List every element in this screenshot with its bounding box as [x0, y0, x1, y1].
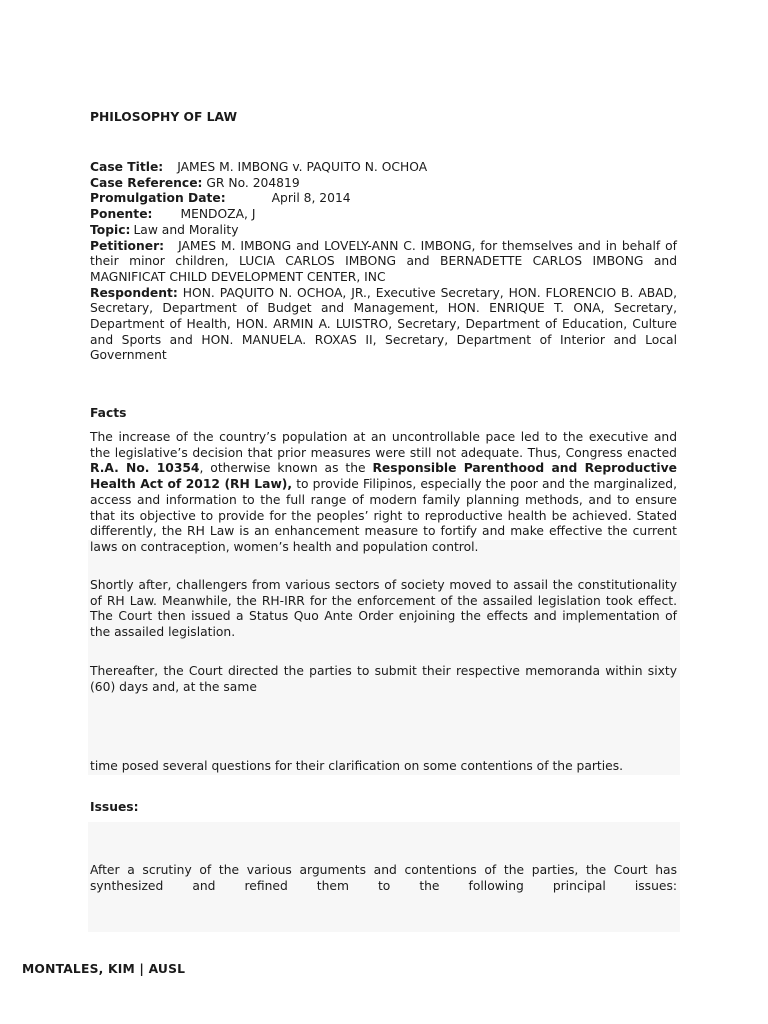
case-title-label: Case Title: — [90, 160, 164, 174]
case-reference-line — [90, 176, 677, 192]
respondent-label: Respondent: — [90, 285, 178, 300]
issues-paragraph-line-1: After a scrutiny of the various arguments and contentions of the parties, the Court has — [90, 863, 677, 877]
topic-label: Topic: — [90, 222, 131, 237]
petitioner-label: Petitioner: — [90, 238, 165, 253]
case-reference-label: Case Reference: — [90, 175, 203, 190]
topic-line — [90, 223, 677, 239]
facts-heading: Facts — [90, 406, 127, 420]
footer-author: MONTALES, KIM | AUSL — [22, 962, 186, 976]
case-title-line — [90, 160, 677, 176]
facts-p1-mid: , otherwise known as the — [199, 461, 373, 476]
case-title-value: JAMES M. IMBONG v. PAQUITO N. OCHOA — [177, 160, 428, 174]
issues-paragraph-line-2: synthesized and refined them to the following principal issues: — [90, 879, 677, 893]
page-title: PHILOSOPHY OF LAW — [90, 110, 238, 124]
petitioner-value: JAMES M. IMBONG and LOVELY-ANN C. IMBONG, for themselves and in behalf of their minor children, LUCIA CARLOS IMBONG and BERNADETTE CARLOS IMBONG and MAGNIFICAT CHILD DEVELOPMENT CENTER, INC — [90, 238, 677, 284]
facts-p1-act-name: Responsible Parenthood and Reproductive Health Act of 2012 (RH Law), — [90, 461, 677, 492]
facts-paragraph-3: Thereafter, the Court directed the parties to submit their respective memoranda within sixty (60) days and, at the same — [90, 664, 677, 694]
facts-paragraph-1 — [90, 430, 677, 556]
topic-value: Law and Morality — [133, 222, 239, 237]
petitioner-paragraph — [90, 239, 677, 286]
facts-p1-rest: to provide Filipinos, especially the poor and the marginalized, access and information to the full range of modern family planning methods, and to ensure that its objective to provide for the peoples’ right to reproductive health be achieved. Stated differently, the RH Law is an enhancement measure to fortify and make effective the current laws on contraception, women’s health and population control. — [90, 477, 677, 554]
facts-p1-ra-number: R.A. No. 10354 — [90, 461, 200, 476]
issues-heading: Issues: — [90, 800, 139, 814]
facts-paragraph-2: Shortly after, challengers from various sectors of society moved to assail the constitutionality of RH Law. Meanwhile, the RH-IRR for the enforcement of the assailed legislation took effect. The Court then issued a Status Quo Ante Order enjoining the effects and implementation of the assailed legislation. — [90, 578, 677, 640]
respondent-value: HON. PAQUITO N. OCHOA, JR., Executive Secretary, HON. FLORENCIO B. ABAD, Secretary, Department of Budget and Management, HON. ENRIQUE T. ONA, Secretary, Department of Health, HON. ARMIN A. LUISTRO, Secretary, Department of Education, Culture and Sports and HON. MANUELA. ROXAS II, Secretary, Department of Interior and Local Government — [90, 285, 677, 363]
ponente-line — [90, 207, 677, 223]
promulgation-date-label: Promulgation Date: — [90, 191, 226, 206]
respondent-paragraph — [90, 286, 677, 365]
facts-p1-intro: The increase of the country’s population at an uncontrollable pace led to the executive and the legislative’s decision that prior measures were still not adequate. Thus, Congress enacted — [90, 430, 677, 460]
facts-paragraph-4: time posed several questions for their clarification on some contentions of the parties. — [90, 759, 624, 773]
case-reference-value: GR No. 204819 — [206, 175, 300, 190]
ponente-label: Ponente: — [90, 207, 153, 222]
shade-band-1 — [88, 540, 680, 775]
promulgation-date-value: April 8, 2014 — [271, 191, 351, 206]
case-info-block — [90, 160, 677, 364]
ponente-value: MENDOZA, J — [180, 207, 256, 222]
promulgation-date-line — [90, 191, 677, 207]
